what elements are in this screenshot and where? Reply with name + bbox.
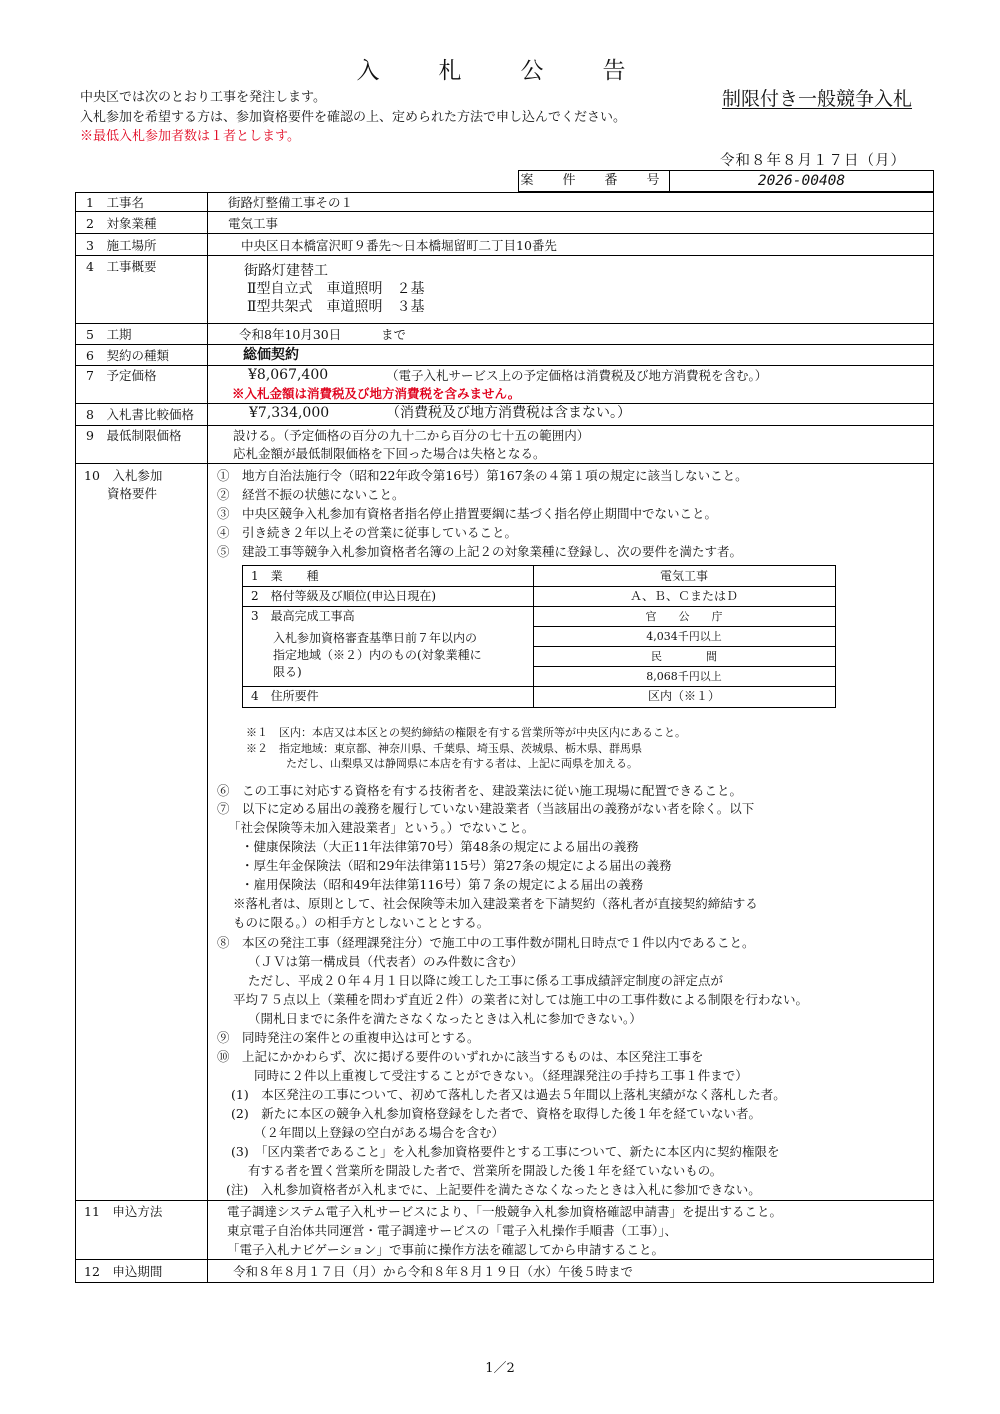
req-table-value-3a: 官 公 庁	[645, 610, 723, 623]
req-table-value-1: 電気工事	[659, 569, 708, 583]
row-3-value: 中央区日本橋富沢町９番先～日本橋堀留町二丁目10番先	[241, 238, 557, 253]
page-title: 入 札 公 告	[356, 58, 644, 84]
row-5-suffix: まで	[381, 327, 407, 342]
req-table-key-4: 4 住所要件	[251, 689, 319, 703]
requirement-7-c: ・健康保険法（大正11年法律第70号）第48条の規定による届出の義務	[241, 839, 639, 854]
row-9-label: 9 最低制限価格	[86, 428, 182, 443]
page-number: 1／2	[485, 1361, 515, 1376]
row-4-line-1: 街路灯建替工	[244, 263, 328, 279]
row-1-value: 街路灯整備工事その１	[228, 195, 354, 210]
req-table-value-3b: 4,034千円以上	[646, 630, 722, 643]
req-table-key-3: 3 最高完成工事高	[251, 609, 355, 623]
requirement-7-f: ※落札者は、原則として、社会保険等未加入建設業者を下請契約（落札者が直接契約締結する	[233, 896, 758, 911]
row-11-label: 11 申込方法	[84, 1204, 163, 1219]
row-divider	[76, 344, 933, 345]
row-9-line-1: 設ける。（予定価格の百分の九十二から百分の七十五の範囲内）	[233, 428, 590, 443]
requirement-10-e: （２年間以上登録の空白がある場合を含む）	[254, 1125, 505, 1140]
case-number-value: 2026-00408	[757, 173, 846, 189]
req-table-value-3c: 民 間	[651, 650, 717, 663]
requirement-9: ⑨ 同時発注の案件との重複申込は可とする。	[217, 1030, 480, 1045]
row-8-price: ¥7,334,000	[249, 405, 330, 421]
row-9-line-2: 応札金額が最低制限価格を下回った場合は失格となる。	[233, 446, 546, 461]
row-divider	[76, 463, 933, 464]
requirement-table-row-line	[533, 666, 835, 667]
case-number-box	[518, 170, 934, 192]
requirement-table-row-line	[243, 686, 835, 687]
row-3-label: 3 施工場所	[86, 238, 157, 253]
requirement-8: ⑧ 本区の発注工事（経理課発注分）で施工中の工事件数が開札日時点で１件以内であること。	[217, 935, 755, 950]
requirement-4: ④ 引き続き２年以上その営業に従事していること。	[217, 525, 518, 540]
row-5-value: 令和8年10月30日	[239, 327, 342, 342]
row-divider	[76, 255, 933, 256]
requirement-7-e: ・雇用保険法（昭和49年法律第116号）第７条の規定による届出の義務	[241, 877, 644, 892]
requirement-8-e: （開札日までに条件を満たさなくなったときは入札に参加できない。）	[248, 1011, 642, 1026]
requirement-10-c: (1) 本区発注の工事について、初めて落札した者又は過去５年間以上落札実績がなく落札した者。	[231, 1087, 786, 1102]
row-divider	[76, 323, 933, 324]
intro-line-3: ※最低入札参加者数は１者とします。	[80, 129, 300, 144]
note-2: ※２ 指定地域：東京都、神奈川県、千葉県、埼玉県、茨城県、栃木県、群馬県	[246, 742, 642, 755]
requirement-6: ⑥ この工事に対応する資格を有する技術者を、建設業法に従い施工現場に配置できること。	[217, 783, 743, 798]
intro-line-1: 中央区では次のとおり工事を発注します。	[80, 90, 326, 105]
row-4-line-3: Ⅱ型共架式 車道照明 ３基	[247, 299, 425, 315]
notice-date: 令和８年８月１７日（月）	[720, 153, 906, 169]
req-table-key-1: 1 業 種	[251, 569, 319, 583]
req-table-key-3c: 限る)	[273, 665, 302, 679]
row-2-value: 電気工事	[228, 216, 279, 231]
bid-type: 制限付き一般競争入札	[722, 88, 913, 110]
row-divider	[76, 233, 933, 234]
requirement-10-f: (3) 「区内業者であること」を入札参加資格要件とする工事について、新たに本区内に契約権限を	[231, 1144, 780, 1159]
row-7-warning: ※入札金額は消費税及び地方消費税を含みません。	[232, 386, 521, 401]
row-12-label: 12 申込期間	[84, 1264, 163, 1279]
requirement-10-d: (2) 新たに本区の競争入札参加資格登録をした者で、資格を取得した後１年を経ていない者。	[231, 1106, 761, 1121]
case-number-label: 案 件 番 号	[519, 171, 670, 191]
row-1-label: 1 工事名	[86, 195, 144, 210]
row-12-value: 令和８年８月１７日（月）から令和８年８月１９日（水）午後５時まで	[233, 1264, 634, 1279]
requirement-8-d: 平均７５点以上（業種を問わず直近２件）の業者に対しては施工中の工事件数による制限を行わない。	[233, 992, 809, 1007]
requirement-7: ⑦ 以下に定める届出の義務を履行していない建設業者（当該届出の義務がない者を除く。以下	[217, 801, 755, 816]
requirement-5: ⑤ 建設工事等競争入札参加資格者名簿の上記２の対象業種に登録し、次の要件を満たす者。	[217, 544, 743, 559]
req-table-value-4: 区内（※１）	[647, 689, 720, 703]
requirement-10: ⑩ 上記にかかわらず、次に掲げる要件のいずれかに該当するものは、本区発注工事を	[217, 1049, 704, 1064]
requirement-3: ③ 中央区競争入札参加有資格者指名停止措置要綱に基づく指名停止期間中でないこと。	[217, 506, 718, 521]
row-11-line-2: 東京電子自治体共同運営・電子調達サービスの「電子入札操作手順書（工事）」、	[227, 1223, 678, 1238]
note-1: ※１ 区内：本店又は本区との契約締結の権限を有する営業所等が中央区内にあること。	[246, 726, 686, 739]
row-11-line-3: 「電子入札ナビゲーション」で事前に操作方法を確認してから申請すること。	[227, 1242, 665, 1257]
requirement-table-row-line	[243, 606, 835, 607]
row-8-note: （消費税及び地方消費税は含まない。）	[386, 405, 631, 421]
row-7-note: （電子入札サービス上の予定価格は消費税及び地方消費税を含む。）	[386, 368, 768, 383]
requirement-table-row-line	[533, 626, 835, 627]
requirement-table-row-line	[243, 586, 835, 587]
req-table-key-3b: 指定地域（※２）内のもの(対象業種に	[273, 648, 482, 662]
requirement-8-b: （ＪＶは第一構成員（代表者）のみ件数に含む）	[248, 954, 524, 969]
requirement-7-d: ・厚生年金保険法（昭和29年法律第115号）第27条の規定による届出の義務	[241, 858, 672, 873]
requirement-8-c: ただし、平成２０年４月１日以降に竣工した工事に係る工事成績評定制度の評定点が	[248, 973, 724, 988]
row-7-label: 7 予定価格	[86, 368, 157, 383]
row-7-price: ¥8,067,400	[248, 367, 329, 383]
row-6-label: 6 契約の種類	[86, 348, 169, 363]
req-table-key-2: 2 格付等級及び順位(申込日現在)	[251, 589, 436, 603]
intro-line-2: 入札参加を希望する方は、参加資格要件を確認の上、定められた方法で申し込んでください。	[80, 110, 627, 125]
notice-table	[75, 192, 934, 1283]
row-8-label: 8 入札書比較価格	[86, 407, 194, 422]
row-divider	[76, 1259, 933, 1260]
req-table-key-3a: 入札参加資格審査基準日前７年以内の	[273, 631, 478, 645]
row-divider	[76, 211, 933, 212]
row-4-line-2: Ⅱ型自立式 車道照明 ２基	[247, 281, 425, 297]
req-table-value-2: Ａ、Ｂ、ＣまたはＤ	[629, 589, 738, 603]
requirement-table	[242, 565, 836, 708]
requirement-2: ② 経営不振の状態にないこと。	[217, 487, 405, 502]
column-divider	[207, 193, 208, 1283]
requirement-7-g: ものに限る。）の相手方としないこととする。	[233, 915, 490, 930]
note-3: ただし、山梨県又は静岡県に本店を有する者は、上記に両県を加える。	[286, 757, 638, 770]
row-5-label: 5 工期	[86, 327, 132, 342]
requirement-10-h: (注) 入札参加資格者が入札までに、上記要件を満たさなくなったときは入札に参加できない。	[226, 1182, 761, 1197]
row-4-label: 4 工事概要	[86, 259, 157, 274]
req-table-value-3d: 8,068千円以上	[646, 670, 722, 683]
requirement-7-b: 「社会保険等未加入建設業者」という。）でないこと。	[228, 820, 535, 835]
requirement-table-row-line	[533, 646, 835, 647]
requirement-1: ① 地方自治法施行令（昭和22年政令第16号）第167条の４第１項の規定に該当しないこと。	[217, 468, 748, 483]
row-6-value: 総価契約	[243, 347, 299, 363]
requirement-10-g: 有する者を置く営業所を開設した者で、営業所を開設した後１年を経ていないもの。	[248, 1163, 723, 1178]
row-11-line-1: 電子調達システム電子入札サービスにより、「一般競争入札参加資格確認申請書」を提出すること。	[227, 1204, 783, 1219]
requirement-10-b: 同時に２件以上重複して受注することができない。（経理課発注の手持ち工事１件まで）	[254, 1068, 748, 1083]
row-2-label: 2 対象業種	[86, 216, 157, 231]
row-10-label-1: 10 入札参加	[84, 468, 163, 483]
row-divider	[76, 1200, 933, 1201]
row-10-label-2: 資格要件	[107, 486, 158, 501]
